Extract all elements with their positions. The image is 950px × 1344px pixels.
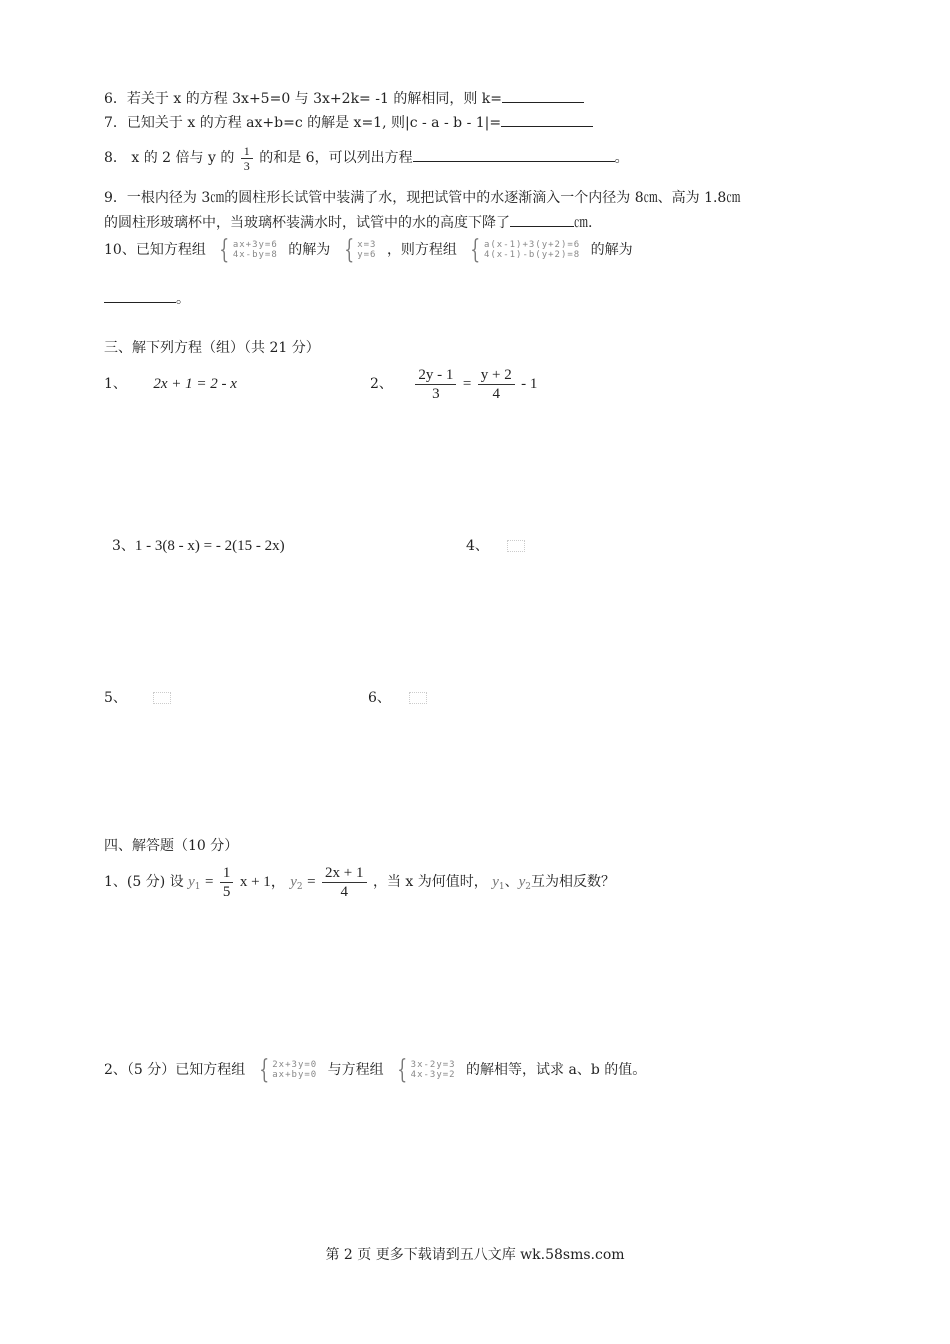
s4q1-sub2b: 2 — [525, 882, 532, 892]
q10-post: 的解为 — [590, 242, 633, 258]
s4q1-f2-den: 4 — [340, 883, 349, 900]
q10-sys2-eq2: y=6 — [357, 250, 377, 260]
s4q1-end: 互为相反数？ — [531, 874, 616, 890]
s4q1-eq2: = — [307, 874, 316, 890]
p2-num2: y + 2 — [478, 366, 515, 385]
page-footer: 第 2 页 更多下载请到五八文库 wk.58sms.com — [325, 1247, 625, 1263]
p2-num: 2y - 1 — [415, 366, 456, 385]
q8-pre: 8． x 的 2 倍与 y 的 — [104, 150, 235, 166]
q10-sys3-eq2: 4(x-1)-b(y+2)=8 — [483, 250, 581, 260]
section-4-title-text: 四、解答题（10 分） — [104, 838, 239, 854]
q6-text: 6．若关于 x 的方程 3x+5=0 与 3x+2k= -1 的解相同，则 k= — [104, 91, 502, 107]
s4q1-y1b: y — [492, 874, 499, 890]
question-9-line-2 — [104, 212, 592, 233]
q9-line2-post: ㎝. — [574, 215, 593, 231]
p4-label: 4、 — [466, 538, 489, 554]
p2-den2: 4 — [492, 385, 500, 402]
section-4-title — [104, 836, 238, 856]
q10-sys1-eq1: ax+3y=6 — [232, 240, 278, 250]
q8-post: 的和是 6，可以列出方程 — [259, 150, 413, 166]
s4q1-t1: x + 1， — [239, 874, 286, 890]
question-9-line-1 — [104, 188, 740, 208]
s4q2-sys2-eq1: 3x-2y=3 — [410, 1060, 456, 1070]
problem-3 — [112, 536, 285, 556]
p6-faint-equation-icon — [409, 692, 427, 704]
q10-blank — [104, 288, 176, 303]
s4q1-f1-num: 1 — [220, 864, 234, 883]
p3-equation: 1 - 3(8 - x) = - 2(15 - 2x) — [134, 538, 285, 554]
s4q2-system-2 — [394, 1057, 455, 1083]
p5-label: 5、 — [104, 690, 127, 706]
p4-faint-equation-icon — [507, 540, 525, 552]
s4q1-y2: y — [290, 874, 297, 890]
question-6 — [104, 88, 584, 109]
q8-frac-num: 1 — [241, 144, 253, 159]
q10-sys1-eq2: 4x-by=8 — [232, 250, 278, 260]
q10-sys1-brace: { — [219, 235, 230, 265]
p1-equation: 2x + 1 = 2 - x — [153, 376, 237, 392]
s4q1-y2b: y — [518, 874, 526, 890]
s4q1-sub1b: 1 — [498, 882, 505, 892]
q10-system-3 — [467, 237, 580, 263]
q10-mid2: ，则方程组 — [386, 242, 457, 258]
s4q2-post: 的解相等，试求 a、b 的值。 — [466, 1062, 647, 1078]
p5-faint-equation-icon — [153, 692, 171, 704]
q10-system-2 — [341, 237, 377, 263]
s4q1-sub2: 2 — [296, 882, 303, 892]
s4q2-sys2-brace: { — [397, 1055, 408, 1085]
s4q1-post: ，当 x 为何值时， — [372, 874, 488, 890]
p2-den: 3 — [432, 385, 440, 402]
q10-mid: 的解为 — [288, 242, 331, 258]
problem-2 — [370, 362, 537, 406]
section-3-title — [104, 338, 320, 358]
s4q2-sys1-eq2: ax+by=0 — [272, 1070, 318, 1080]
q10-sys3-brace: { — [470, 235, 481, 265]
q10-end: 。 — [176, 291, 190, 307]
s4q1-eq1: = — [204, 874, 214, 890]
q7-text: 7．已知关于 x 的方程 ax+b=c 的解是 x=1, 则|c - a - b - 1|= — [104, 115, 502, 131]
s4q1-fraction-1 — [220, 864, 234, 901]
s4q2-sys2-eq2: 4x-3y=2 — [410, 1070, 456, 1080]
question-8 — [104, 140, 629, 176]
p6-label: 6、 — [368, 690, 391, 706]
p2-fraction-right — [478, 366, 515, 403]
s4q1-fraction-2 — [322, 864, 366, 901]
q9-line2-pre: 的圆柱形玻璃杯中，当玻璃杯装满水时，试管中的水的高度下降了 — [104, 215, 510, 231]
s4q1-sep: 、 — [504, 874, 519, 890]
q6-blank — [502, 88, 584, 103]
problem-6 — [368, 688, 427, 708]
s4q2-mid: 与方程组 — [327, 1062, 384, 1078]
p2-equals: = — [462, 376, 472, 392]
q10-system-1 — [216, 237, 277, 263]
p2-tail: - 1 — [521, 376, 538, 392]
q10-pre: 10、已知方程组 — [104, 242, 206, 258]
p1-label: 1、 — [104, 376, 127, 392]
q8-frac-den: 3 — [243, 158, 250, 173]
p3-label: 3、 — [112, 538, 135, 554]
s4q2-sys1-brace: { — [259, 1055, 269, 1085]
s4q2-pre: 2、（5 分）已知方程组 — [104, 1062, 246, 1078]
q9-blank — [510, 212, 574, 227]
section-3-title-text: 三、解下列方程（组）（共 21 分） — [104, 340, 320, 356]
q7-blank — [501, 112, 593, 127]
q8-blank — [413, 147, 615, 162]
s4q1-sub1: 1 — [194, 882, 201, 892]
p2-fraction-left — [415, 366, 456, 403]
s4q2-system-1 — [256, 1057, 317, 1083]
problem-4 — [466, 536, 525, 556]
q10-sys2-eq1: x=3 — [357, 240, 377, 250]
question-10-answer-line — [104, 288, 190, 309]
s4q1-pre: 1、(5 分) 设 — [104, 874, 184, 890]
s4-question-2 — [104, 1056, 646, 1084]
s4q2-sys1-eq1: 2x+3y=0 — [272, 1060, 318, 1070]
q9-line1: 9．一根内径为 3㎝的圆柱形长试管中装满了水，现把试管中的水逐渐滴入一个内径为 8㎝、高为 1.8㎝ — [104, 190, 741, 206]
s4q1-y1: y — [188, 874, 195, 890]
s4q1-f1-den: 5 — [222, 883, 231, 900]
q10-sys3-eq1: a(x-1)+3(y+2)=6 — [483, 240, 581, 250]
s4q1-f2-num: 2x + 1 — [322, 864, 366, 883]
problem-1 — [104, 372, 237, 396]
question-10 — [104, 236, 633, 264]
q8-fraction — [241, 144, 253, 173]
p2-label: 2、 — [370, 376, 393, 392]
question-7 — [104, 112, 593, 133]
q10-sys2-brace: { — [343, 235, 354, 265]
problem-5 — [104, 688, 171, 708]
q8-end: 。 — [614, 150, 629, 166]
s4-question-1 — [104, 860, 615, 909]
